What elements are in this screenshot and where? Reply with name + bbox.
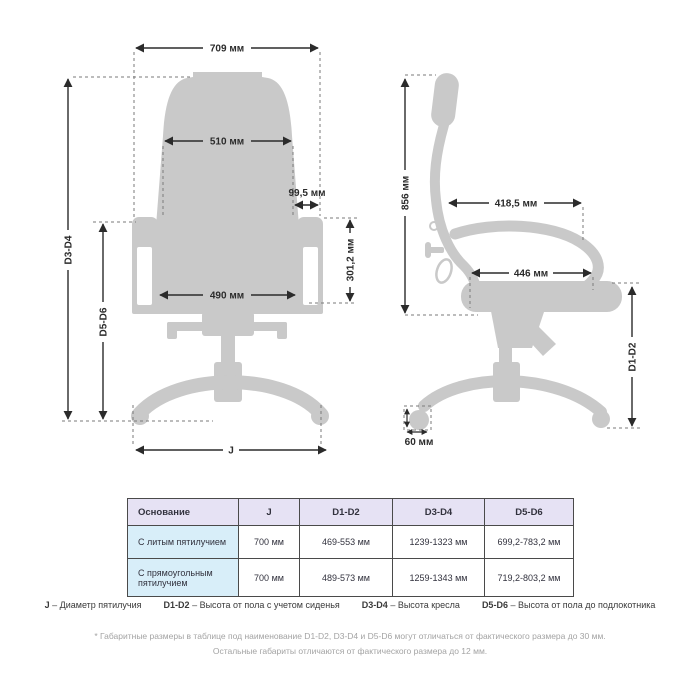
dim-418-label: 418,5 мм: [494, 198, 538, 210]
dim-60-label: 60 мм: [404, 437, 434, 448]
cell-base-type: С литым пятилучием: [128, 526, 239, 559]
legend-item-d1d2: D1-D2 – Высота от пола с учетом сиденья: [163, 600, 340, 610]
footnote-line-2: Остальные габариты отличаются от фактического размера до 12 мм.: [212, 645, 488, 656]
cell-d1d2: 489-573 мм: [300, 559, 393, 597]
dim-99-label: 99,5 мм: [288, 188, 326, 199]
footnote-line-1: * Габаритные размеры в таблице под наименование D1-D2, D3-D4 и D5-D6 могут отличаться от фактического размера до 30 мм.: [94, 631, 606, 641]
side-view-chair: [409, 72, 622, 430]
cell-j: 700 мм: [239, 559, 300, 597]
armrest-right-hole: [303, 247, 318, 305]
dim-j-label: J: [228, 445, 234, 457]
dim-709-label: 709 мм: [209, 43, 245, 55]
cell-base-type: С прямоугольным пятилучием: [128, 559, 239, 597]
dim-510-label: 510 мм: [209, 136, 245, 148]
lever-loop: [434, 257, 455, 284]
backrest: [150, 72, 305, 303]
armrest-left-hole: [137, 247, 152, 305]
cell-j: 700 мм: [239, 526, 300, 559]
legend-item-d5d6: D5-D6 – Высота от пола до подлокотника: [481, 600, 656, 610]
back-frame: [435, 125, 477, 291]
caster-side-right: [592, 410, 610, 428]
col-header-d5d6: D5-D6: [485, 499, 574, 526]
dim-446-label: 446 мм: [513, 268, 549, 280]
front-view-chair: [131, 72, 329, 425]
table-row: [128, 559, 574, 597]
cell-d1d2: 469-553 мм: [300, 526, 393, 559]
cell-d5d6: 719,2-803,2 мм: [485, 559, 574, 597]
legend-item-d3d4: D3-D4 – Высота кресла: [361, 600, 460, 610]
cell-d3d4: 1239-1323 мм: [393, 526, 485, 559]
caster-left: [131, 407, 149, 425]
gas-lift: [221, 336, 235, 366]
caster-side-left: [409, 410, 429, 430]
legend-item-j: J – Диаметр пятилучия: [44, 600, 142, 610]
dim-301-label: 301,2 мм: [345, 238, 357, 282]
footnote: [0, 629, 700, 659]
cell-d3d4: 1259-1343 мм: [393, 559, 485, 597]
dim-490-label: 490 мм: [209, 290, 245, 302]
col-header-d1d2: D1-D2: [300, 499, 393, 526]
headrest: [430, 72, 460, 129]
dimensions-table: [127, 498, 574, 597]
dim-d5d6-label: D5-D6: [98, 307, 110, 337]
dim-d3d4-label: D3-D4: [63, 235, 75, 265]
col-header-j: J: [239, 499, 300, 526]
legend: [0, 600, 700, 610]
caster-right: [311, 407, 329, 425]
dim-d1d2-label: D1-D2: [627, 342, 639, 372]
table-header-row: [128, 499, 574, 526]
lever-bar: [167, 322, 287, 331]
col-header-d3d4: D3-D4: [393, 499, 485, 526]
table-row: [128, 526, 574, 559]
cell-d5d6: 699,2-783,2 мм: [485, 526, 574, 559]
dim-856-label: 856 мм: [400, 175, 412, 211]
col-header-base: Основание: [128, 499, 239, 526]
